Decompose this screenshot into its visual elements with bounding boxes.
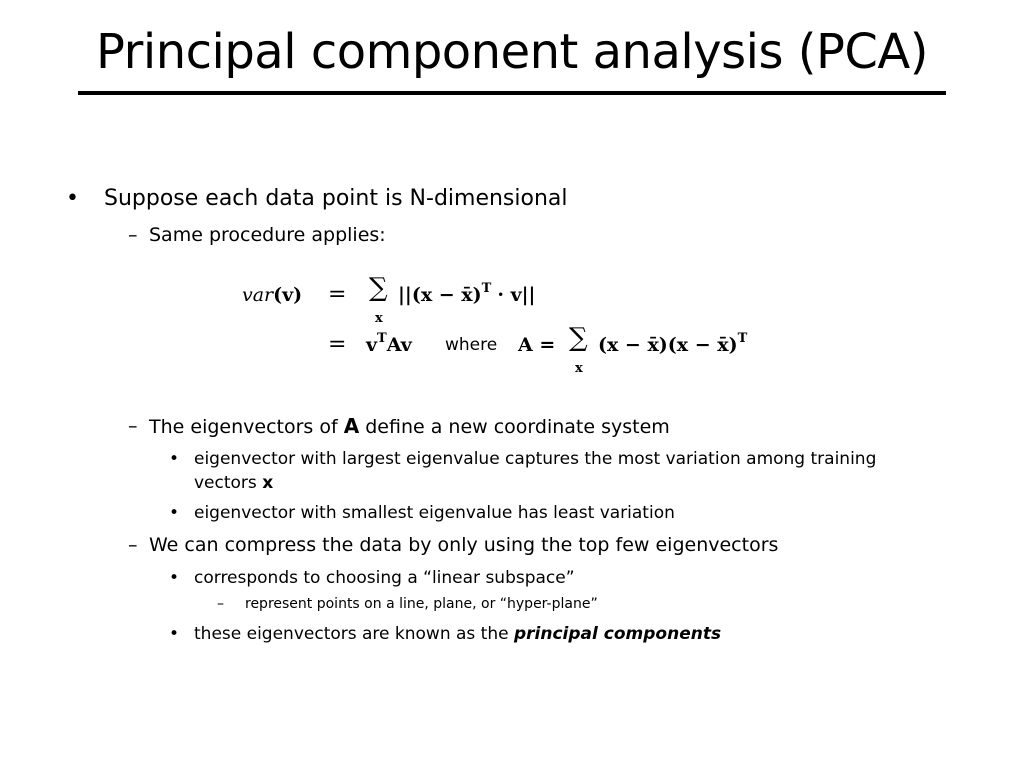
sum-subscript-1: x [375,311,383,326]
bullet-text-eigenvectors-of-a: The eigenvectors of A define a new coordinate system [149,414,670,438]
equals-sign-2: = [328,332,347,357]
bullet-text-compress-data: We can compress the data by only using the top few eigenvectors [149,534,779,556]
bullet-marker: • [169,568,180,588]
bullet-text-hyper-plane: represent points on a line, plane, or “hyper-plane” [245,596,598,612]
equation-line2-rhs: (x − x̄)(x − x̄)$^T$ [598,331,748,356]
bullet-text-linear-subspace: corresponds to choosing a “linear subspace” [194,568,575,588]
equals-sign-1: = [328,282,347,307]
bullet-text-smallest-eigenvalue: eigenvector with smallest eigenvalue has least variation [194,503,675,523]
bullet-text-largest-eigenvalue-line2: vectors x [194,473,274,493]
equation-vtav: $v^TAv$ [366,331,412,356]
bullet-marker: • [169,449,180,469]
bullet-text-n-dimensional: Suppose each data point is N-dimensional [104,186,568,211]
bullet-marker: • [66,186,79,211]
equation-a-def: A = [518,334,556,356]
bullet-text-largest-eigenvalue-line1: eigenvector with largest eigenvalue captures the most variation among training [194,449,877,469]
sum-symbol-2: ∑ [569,323,588,353]
title-underline [78,91,946,95]
bullet-marker: • [169,624,180,644]
dash-marker: – [128,224,138,246]
bullet-marker: • [169,503,180,523]
slide-title: Principal component analysis (PCA) [96,24,928,80]
dash-marker: – [128,415,138,437]
bullet-text-same-procedure: Same procedure applies: [149,224,386,246]
sum-symbol-1: ∑ [369,273,388,303]
dash-marker: – [217,596,224,612]
equation-line1-rhs: ||(x − x̄)$^T$ · v|| [398,281,536,306]
bullet-text-principal-components: these eigenvectors are known as the principal components [194,624,722,644]
dash-marker: – [128,534,138,556]
sum-subscript-2: x [575,361,583,376]
equation-lhs: var(v) [242,284,303,306]
equation-where: where [445,335,498,355]
